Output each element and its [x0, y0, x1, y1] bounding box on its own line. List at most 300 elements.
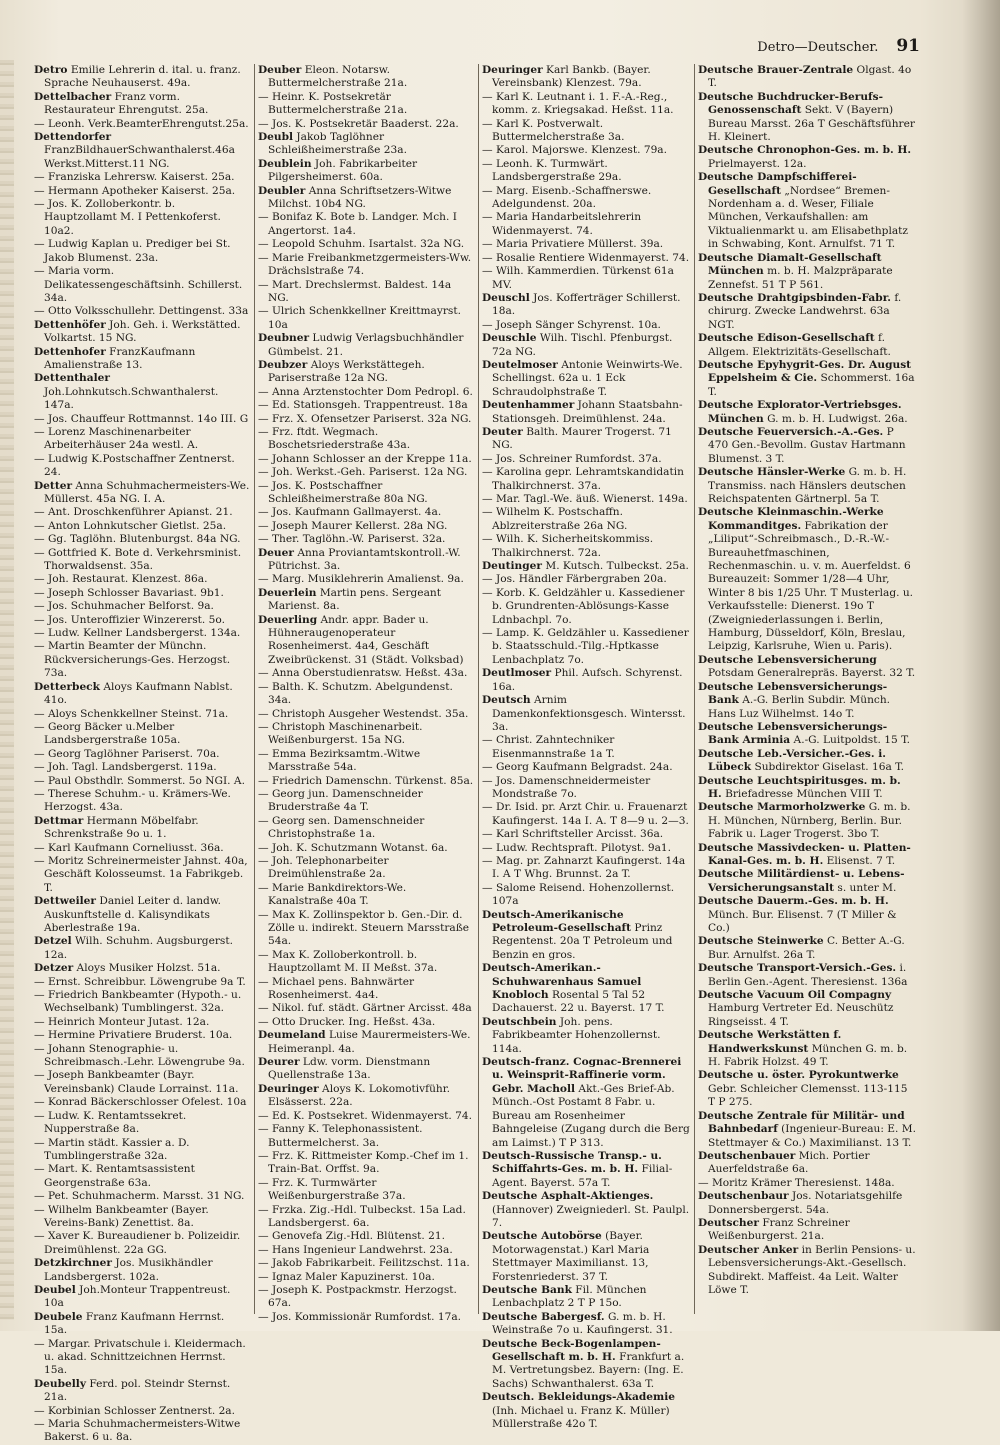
entry-text: — Michael pens. Bahnwärter Rosenheimerst. 4a4. — [258, 975, 415, 1002]
directory-entry — [34, 413, 250, 426]
directory-entry — [34, 453, 250, 480]
directory-entry — [482, 265, 690, 292]
entry-headword: Deutsche Steinwerke — [698, 935, 824, 948]
entry-text: A.-G. Luitpoldst. 15 T. — [790, 734, 910, 747]
entry-text: Gebr. Schleicher Clemensst. 113-115 T P 275. — [708, 1082, 908, 1109]
entry-text: — Martin städt. Kassier a. D. Tumblingerstraße 32a. — [34, 1136, 190, 1162]
entry-headword: Deuschl — [482, 291, 530, 304]
entry-text: Elisenst. 7 T. — [823, 854, 896, 867]
entry-text: — Leopold Schuhm. Isartalst. 32a NG. — [258, 238, 465, 251]
directory-entry — [34, 1016, 250, 1029]
entry-headword: Deutsche Dauerm.-Ges. m. b. H. — [698, 895, 889, 908]
directory-entry — [258, 1230, 474, 1243]
directory-entry — [698, 721, 916, 748]
entry-text: Aloys Musiker Holzst. 51a. — [73, 962, 221, 975]
directory-entry — [258, 1123, 474, 1150]
entry-text: — Jos. K. Postschaffner Schleißheimerstraße 80a NG. — [258, 479, 428, 505]
entry-text: — Ther. Taglöhn.-W. Pariserst. 32a. — [258, 533, 446, 546]
directory-entry — [34, 506, 250, 519]
entry-text: — Georg Taglöhner Pariserst. 70a. — [34, 747, 220, 760]
entry-headword: Deutscher Anker — [698, 1243, 799, 1256]
entry-text: C. Better A.-G. Bur. Arnulfst. 26a T. — [708, 935, 905, 961]
entry-text: G. m. b. H. München, Nürnberg, Berlin. Bur. Fabrik u. Lager Trogerst. 3bo T. — [708, 801, 911, 841]
directory-entry — [698, 935, 916, 962]
directory-entry — [34, 1029, 250, 1042]
directory-entry — [698, 1069, 916, 1109]
entry-text: „Nordsee“ Bremen-Nordenham a. d. Weser, Filiale München, Verkaufshallen: am Viktualienmarkt u. am Elisabethplatz in Schwabing, Kont. Arnulfst. 71 T. — [708, 184, 909, 251]
entry-text: Aloys Kaufmann Nablst. 41o. — [44, 680, 233, 707]
directory-entry — [258, 1244, 474, 1257]
directory-entry — [258, 64, 474, 91]
directory-entry — [34, 1096, 250, 1109]
entry-text: — Leonh. K. Turmwärt. Landsbergerstraße 29a. — [482, 157, 622, 184]
entry-headword: Deuber — [258, 64, 302, 76]
directory-entry — [34, 775, 250, 788]
directory-entry — [34, 1043, 250, 1070]
entry-text: — Joh. Werkst.-Geh. Pariserst. 12a NG. — [258, 466, 468, 479]
entry-text: — Moritz Schreinermeister Jahnst. 40a, Geschäft Kolosseumst. 1a Fabrikgeb. T. — [34, 854, 248, 894]
entry-text: — Karl Schriftsteller Arcisst. 36a. — [482, 828, 664, 841]
directory-entry — [258, 279, 474, 306]
entry-text: — Johann Stenographie- u. Schreibmasch.-Lehr. Löwengrube 9a. — [34, 1042, 245, 1069]
entry-headword: Deubzer — [258, 358, 308, 371]
entry-text: Jakob Taglöhner Schleißheimerstraße 23a. — [268, 131, 407, 157]
entry-headword: Deutsche Buchdrucker-Berufs-Genossenschaft — [698, 90, 883, 117]
entry-text: — Fanny K. Telephonassistent. Buttermelcherst. 3a. — [258, 1123, 423, 1149]
entry-text: Franz Kaufmann Herrnst. 15a. — [44, 1310, 225, 1337]
entry-headword: Deutsche Vacuum Oil Compagny — [698, 989, 892, 1002]
entry-headword: Deuerlein — [258, 586, 317, 599]
entry-text: FranzBildhauerSchwanthalerst.46a Werkst.Mitterst.11 NG. — [44, 144, 235, 170]
directory-entry — [482, 399, 690, 426]
directory-entry — [698, 91, 916, 145]
directory-entry — [698, 989, 916, 1029]
directory-entry — [34, 640, 250, 680]
entry-text: Subdirektor Giselast. 16a T. — [751, 761, 905, 774]
directory-entry — [482, 453, 690, 466]
entry-headword: Deutschbein — [482, 1015, 557, 1028]
entry-text: Arnim Damenkonfektionsgesch. Wintersst. 3a. — [492, 694, 686, 733]
entry-text: — Georg Kaufmann Belgradst. 24a. — [482, 761, 673, 774]
entry-text: i. Berlin Gen.-Agent. Theresienst. 136a — [708, 962, 908, 988]
entry-headword: Deutsche Dampfschifferei-Gesellschaft — [698, 171, 857, 197]
entry-text: — Rosalie Rentiere Widenmayerst. 74. — [482, 251, 690, 264]
entry-text: — Joseph Sänger Schyrenst. 10a. — [482, 318, 661, 331]
entry-text: — Jos. Damenschneidermeister Mondstraße 7o. — [482, 774, 651, 800]
entry-text: — Dr. Isid. pr. Arzt Chir. u. Frauenarzt Kaufingerst. 14a I. A. T 8—9 u. 2—3. — [482, 801, 689, 827]
directory-entry — [258, 587, 474, 614]
entry-text: — Lorenz Maschinenarbeiter Arbeiterhäuser 24a westl. A. — [34, 425, 199, 452]
directory-entry — [258, 480, 474, 507]
entry-text: — Hermann Apotheker Kaiserst. 25a. — [34, 184, 236, 197]
directory-entry — [258, 815, 474, 842]
directory-entry — [482, 144, 690, 157]
directory-entry — [34, 520, 250, 533]
directory-entry — [482, 91, 690, 118]
directory-entry — [698, 895, 916, 935]
entry-text: Sekt. V (Bayern) Bureau Marsst. 26a T Geschäftsführer H. Kleinert. — [708, 104, 915, 144]
entry-text: — Ludwig K.Postschaffner Zentnerst. 24. — [34, 452, 235, 479]
directory-entry — [698, 426, 916, 466]
directory-entry — [258, 533, 474, 546]
entry-headword: Deutsch — [482, 694, 531, 707]
entry-headword: Deutsche Bank — [482, 1283, 572, 1296]
entry-text: Joh.Lohnkutsch.Schwanthalerst. 147a. — [44, 385, 219, 412]
directory-entry — [482, 775, 690, 802]
entry-text: Luise Maurermeisters-We. Heimeranpl. 4a. — [268, 1029, 471, 1055]
entry-text: FranzKaufmann Amalienstraße 13. — [44, 345, 196, 371]
directory-entry — [258, 158, 474, 185]
entry-text: — Joh. Restaurat. Klenzest. 86a. — [34, 573, 208, 586]
entry-text: Hermann Möbelfabr. Schrenkstraße 9o u. 1. — [44, 814, 199, 841]
entry-headword: Deutsche Marmorholzwerke — [698, 801, 866, 814]
directory-entry — [258, 1284, 474, 1311]
directory-entry — [34, 627, 250, 640]
entry-headword: Dettmar — [34, 814, 84, 827]
directory-entry — [482, 426, 690, 453]
entry-text: — Anna Arztenstochter Dom Pedropl. 6. — [258, 385, 473, 398]
directory-entry — [34, 761, 250, 774]
entry-text: Frankfurt a. M. Vertretungsbez. Bayern: (Ing. E. Sachs) Schwanthalerst. 63a T. — [492, 1351, 685, 1390]
directory-entry — [698, 1110, 916, 1150]
entry-headword: Deutsche Hänsler-Werke — [698, 466, 846, 479]
entry-text: — Ant. Droschkenführer Apianst. 21. — [34, 506, 233, 519]
entry-headword: Deutsche Asphalt-Aktienges. — [482, 1190, 654, 1203]
directory-entry — [482, 118, 690, 145]
entry-text: — Xaver K. Bureaudiener b. Polizeidir. Dreimühlenst. 22a GG. — [34, 1230, 241, 1256]
entry-text: — Ed. Stationsgeh. Trappentreust. 18a — [258, 399, 468, 412]
entry-text: — Jos. Kaufmann Gallmayerst. 4a. — [258, 506, 442, 519]
entry-text: Ldw. vorm. Dienstmann Quellenstraße 13a. — [268, 1056, 431, 1082]
entry-text: — Jakob Fabrikarbeit. Feilitzschst. 11a. — [258, 1257, 470, 1270]
directory-entry — [482, 1190, 690, 1230]
entry-text: — Frz. X. Ofensetzer Pariserst. 32a NG. — [258, 412, 472, 425]
directory-entry — [258, 252, 474, 279]
entry-headword: Detter — [34, 479, 73, 492]
entry-text: M. Kutsch. Tulbeckst. 25a. — [541, 560, 689, 573]
directory-entry — [258, 1083, 474, 1110]
entry-headword: Deutsche Drahtgipsbinden-Fabr. — [698, 291, 891, 304]
entry-text: — Friedrich Damenschn. Türkenst. 85a. — [258, 774, 474, 787]
entry-text: — Salome Reisend. Hohenzollernst. 107a — [482, 881, 675, 908]
directory-entry — [258, 1150, 474, 1177]
entry-text: — Ignaz Maler Kapuzinerst. 10a. — [258, 1270, 435, 1283]
directory-entry — [258, 842, 474, 855]
entry-text: — Jos. K. Postsekretär Baaderst. 22a. — [258, 117, 459, 130]
entry-headword: Dettenthaler — [34, 372, 110, 385]
directory-entry — [258, 359, 474, 386]
directory-entry — [482, 667, 690, 694]
entry-headword: Deuschle — [482, 332, 537, 345]
directory-entry — [258, 748, 474, 775]
directory-entry — [34, 788, 250, 815]
directory-entry — [34, 1338, 250, 1378]
entry-headword: Dettelbacher — [34, 90, 112, 103]
entry-text: — Frz. K. Turmwärter Weißenburgerstraße 37a. — [258, 1176, 406, 1203]
directory-entry — [698, 842, 916, 869]
directory-entry — [698, 1217, 916, 1244]
directory-entry — [482, 493, 690, 506]
entry-text: Anna Schriftsetzers-Witwe Milchst. 10b4 NG. — [268, 184, 452, 211]
directory-entry — [258, 1271, 474, 1284]
entry-text: Ludwig Verlagsbuchhändler Gümbelst. 21. — [268, 332, 464, 358]
entry-text: — Karl K. Leutnant i. 1. F.-A.-Reg., komm. z. Kriegsakad. Heßst. 11a. — [482, 90, 674, 117]
entry-headword: Deubner — [258, 332, 310, 345]
entry-text: — Konrad Bäckerschlosser Ofelest. 10a — [34, 1096, 247, 1109]
entry-text: Balth. Maurer Trogerst. 71 NG. — [492, 425, 672, 452]
column-1 — [34, 64, 250, 1444]
entry-text: Franz Schreiner Weißenburgerst. 21a. — [708, 1216, 850, 1243]
directory-entry — [482, 1056, 690, 1150]
entry-text: Johann Staatsbahn-Stationsgeh. Dreimühlenst. 24a. — [492, 399, 683, 425]
directory-entry — [482, 828, 690, 841]
directory-entry — [34, 372, 250, 412]
entry-text: — Ernst. Schreibbur. Löwengrube 9a T. — [34, 975, 246, 988]
entry-headword: Deumeland — [258, 1029, 326, 1042]
directory-entry — [482, 842, 690, 855]
entry-text: Ferd. pol. Steindr Sternst. 21a. — [44, 1377, 231, 1404]
entry-text: — Johann Schlosser an der Kreppe 11a. — [258, 452, 472, 465]
entry-text: — Martin Beamter der Münchn. Rückversicherungs-Ges. Herzogst. 73a. — [34, 640, 231, 680]
entry-text: — Emma Bezirksamtm.-Witwe Marsstraße 54a. — [258, 747, 421, 774]
entry-text: — Therese Schuhm.- u. Krämers-We. Herzogst. 43a. — [34, 787, 231, 814]
directory-entry — [258, 453, 474, 466]
directory-entry — [34, 1137, 250, 1164]
entry-headword: Deutsche Edison-Gesellschaft — [698, 332, 875, 345]
entry-text: — Korbinian Schlosser Zentnerst. 2a. — [34, 1404, 235, 1417]
directory-entry — [34, 573, 250, 586]
entry-text: Prielmayerst. 12a. — [708, 157, 807, 170]
entry-text: Hamburg Vertreter Ed. Neuschütz Ringseisst. 4 T. — [708, 1002, 894, 1028]
column-rule — [694, 64, 695, 1314]
entry-headword: Deubler — [258, 184, 306, 197]
directory-entry — [258, 1056, 474, 1083]
entry-text: Eleon. Notarsw. Buttermelcherstraße 21a. — [268, 64, 408, 90]
entry-headword: Deutsche Chronophon-Ges. m. b. H. — [698, 144, 912, 157]
directory-entry — [34, 1163, 250, 1190]
directory-entry — [258, 855, 474, 882]
page-number: 91 — [896, 36, 920, 56]
entry-headword: Deutsche Beck-Bogenlampen-Gesellschaft m. b. H. — [482, 1337, 661, 1363]
directory-entry — [34, 895, 250, 935]
directory-entry — [258, 547, 474, 574]
directory-entry — [482, 332, 690, 359]
entry-text: — Wilh. Kammerdien. Türkenst 61a MV. — [482, 265, 674, 291]
entry-text: — Jos. Schuhmacher Belforst. 9a. — [34, 600, 214, 613]
entry-headword: Deutsche Epyhygrit-Ges. Dr. August Eppelsheim & Cie. — [698, 358, 912, 385]
directory-entry — [258, 466, 474, 479]
entry-text: Aloys K. Lokomotivführ. Elsässerst. 22a. — [268, 1082, 450, 1109]
entry-headword: Deutsche Autobörse — [482, 1230, 602, 1243]
entry-text: (Ingenieur-Bureau: E. M. Stettmayer & Co.) Maximilianst. 13 T. — [708, 1123, 916, 1149]
entry-text: — Christoph Maschinenarbeit. Weißenburgerst. 15a NG. — [258, 720, 423, 747]
entry-text: P 470 Gen.-Bevollm. Gustav Hartmann Blumenst. 3 T. — [708, 425, 906, 465]
directory-entry — [698, 962, 916, 989]
entry-headword: Dettenhöfer — [34, 318, 106, 331]
entry-text: — Marie Freibankmetzgermeisters-Ww. Drächslstraße 74. — [258, 251, 472, 278]
entry-text: Potsdam Generalrepräs. Bayerst. 32 T. — [708, 667, 916, 680]
entry-headword: Deuringer — [482, 64, 543, 76]
directory-entry — [698, 506, 916, 653]
entry-headword: Deutinger — [482, 560, 542, 573]
directory-entry — [482, 1391, 690, 1431]
entry-text: — Maria vorm. Delikatessengeschäftsinh. Schillerst. 34a. — [34, 265, 243, 304]
directory-entry — [34, 1405, 250, 1418]
entry-headword: Deutsch-Amerikan.-Schuhwarenhaus Samuel Knobloch — [482, 962, 642, 1002]
directory-entry — [34, 721, 250, 748]
entry-headword: Deutsche Werkstätten f. Handwerkskunst — [698, 1029, 842, 1055]
entry-headword: Deutschenbaur — [698, 1190, 789, 1203]
entry-text: Antonie Weinwirts-We. Schellingst. 62a u. 1 Eck Schraudolphstraße T. — [492, 358, 683, 398]
entry-text: — Korb. K. Geldzähler u. Kassediener b. Grundrenten-Ablösungs-Kasse Ldnbachpl. 7o. — [482, 586, 685, 626]
directory-entry — [258, 399, 474, 412]
entry-text: f. Allgem. Elektrizitäts-Gesellschaft. — [708, 332, 891, 358]
entry-text: Anna Schuhmachermeisters-We. Müllerst. 45a NG. I. A. — [44, 479, 250, 505]
entry-text: — Joh. Tagl. Landsbergerst. 119a. — [34, 761, 217, 774]
entry-text: — Aloys Schenkkellner Steinst. 71a. — [34, 707, 229, 720]
entry-text: Briefadresse München VIII T. — [721, 787, 883, 800]
directory-entry — [482, 761, 690, 774]
entry-headword: Deutschenbauer — [698, 1149, 796, 1162]
directory-entry — [698, 359, 916, 399]
directory-entry — [34, 1378, 250, 1405]
directory-entry — [482, 211, 690, 238]
entry-text: — Gg. Taglöhn. Blutenburgst. 84a NG. — [34, 533, 241, 546]
directory-entry — [34, 587, 250, 600]
directory-entry — [482, 158, 690, 185]
entry-text: — Ed. K. Postsekret. Widenmayerst. 74. — [258, 1109, 473, 1122]
entry-headword: Deublein — [258, 157, 312, 170]
entry-headword: Deutsche Kleinmaschin.-Werke Kommanditges. — [698, 506, 884, 532]
directory-entry — [34, 855, 250, 895]
entry-text: — Bonifaz K. Bote b. Landger. Mch. I Angertorst. 1a4. — [258, 211, 457, 237]
directory-entry — [482, 1338, 690, 1392]
entry-text: — Mart. K. Rentamtsassistent Georgenstraße 63a. — [34, 1163, 195, 1189]
directory-entry — [258, 1016, 474, 1029]
directory-entry — [482, 909, 690, 963]
directory-entry — [482, 252, 690, 265]
directory-entry — [258, 681, 474, 708]
entry-headword: Detzer — [34, 962, 74, 975]
entry-text: — Max K. Zollinspektor b. Gen.-Dir. d. Zölle u. indirekt. Steuern Marsstraße 54a. — [258, 908, 470, 948]
entry-text: Jos. Musikhändler Landsbergerst. 102a. — [44, 1257, 213, 1283]
entry-text: — Joseph K. Postpackmstr. Herzogst. 67a. — [258, 1283, 457, 1310]
directory-entry — [698, 654, 916, 681]
entry-text: f. chirurg. Zwecke Landwehrst. 63a NGT. — [708, 291, 902, 331]
directory-entry — [34, 962, 250, 975]
entry-text: Wilh. Schuhm. Augsburgerst. 12a. — [44, 935, 233, 961]
entry-text: A.-G. Berlin Subdir. Münch. Hans Luz Wilhelmst. 14o T. — [708, 694, 891, 720]
entry-headword: Deuringer — [258, 1082, 319, 1095]
entry-text: München G. m. b. H. Fabrik Holzst. 49 T. — [708, 1042, 908, 1069]
entry-text: Jos. Kofferträger Schillerst. 18a. — [492, 291, 681, 318]
directory-entry — [258, 386, 474, 399]
directory-entry — [482, 734, 690, 761]
entry-text: — Max K. Zolloberkontroll. b. Hauptzollamt M. II Meßst. 37a. — [258, 948, 438, 975]
directory-entry — [34, 1230, 250, 1257]
directory-entry — [258, 91, 474, 118]
directory-entry — [482, 1150, 690, 1190]
entry-text: — Nikol. fuf. städt. Gärtner Arcisst. 48a — [258, 1002, 472, 1015]
entry-text: — Jos. K. Zolloberkontr. b. Hauptzollamt M. I Pettenkoferst. 10a2. — [34, 198, 221, 237]
directory-entry — [258, 332, 474, 359]
entry-text: — Mart. Drechslermst. Baldest. 14a NG. — [258, 278, 452, 304]
directory-entry — [698, 1190, 916, 1217]
directory-entry — [258, 788, 474, 815]
entry-text: — Maria Schuhmachermeisters-Witwe Bakerst. 6 u. 8a. — [34, 1418, 241, 1444]
directory-entry — [258, 211, 474, 238]
entry-text: — Maria Handarbeitslehrerin Widenmayerst. 74. — [482, 211, 642, 237]
directory-entry — [482, 359, 690, 399]
entry-headword: Deubelly — [34, 1377, 86, 1390]
directory-entry — [258, 1002, 474, 1015]
entry-text: Joh.Monteur Trappentreust. 10a — [44, 1283, 231, 1310]
entry-headword: Deutsch. Bekleidungs-Akademie — [482, 1391, 675, 1404]
directory-entry — [482, 962, 690, 1016]
entry-text: — Moritz Krämer Theresienst. 148a. — [698, 1176, 895, 1189]
directory-entry — [34, 600, 250, 613]
entry-text: — Mar. Tagl.-We. äuß. Wienerst. 149a. — [482, 493, 688, 505]
directory-entry — [482, 882, 690, 909]
entry-text: m. b. H. Malzpräparate Zennefst. 51 T P 561. — [708, 265, 893, 291]
entry-text: — Anna Oberstudienratsw. Heßst. 43a. — [258, 667, 468, 680]
column-rule — [478, 64, 479, 1314]
directory-entry — [698, 332, 916, 359]
entry-headword: Deutsch-Amerikanische Petroleum-Gesellschaft — [482, 908, 632, 934]
directory-entry — [34, 1204, 250, 1231]
directory-entry — [258, 305, 474, 332]
entry-headword: Deutsche Militärdienst- u. Lebens-Versicherungsanstalt — [698, 868, 905, 894]
directory-entry — [258, 1257, 474, 1270]
entry-headword: Deutsche Zentrale für Militär- und Bahnbedarf — [698, 1109, 905, 1136]
entry-headword: Detterbeck — [34, 680, 100, 693]
entry-text: — Lamp. K. Geldzähler u. Kassediener b. Staatsschuld.-Tilg.-Hptkasse Lenbachplatz 7o. — [482, 627, 689, 666]
entry-text: — Frz. K. Rittmeister Komp.-Chef im 1. Train-Bat. Orffst. 9a. — [258, 1149, 469, 1176]
entry-text: — Friedrich Bankbeamter (Hypoth.- u. Wechselbank) Tumblingerst. 32a. — [34, 989, 242, 1015]
entry-headword: Deutsche Babergesf. — [482, 1310, 605, 1323]
directory-entry — [482, 466, 690, 493]
directory-entry — [34, 1069, 250, 1096]
directory-entry — [698, 171, 916, 251]
directory-entry — [258, 131, 474, 158]
directory-entry — [698, 292, 916, 332]
directory-entry — [482, 855, 690, 882]
entry-text: — Frz. ftdt. Wegmach. Boschetsriederstraße 43a. — [258, 425, 411, 452]
entry-text: Schommerst. 16a T. — [708, 372, 915, 398]
entry-headword: Deutsche Lebensversicherungs-Bank — [698, 680, 888, 707]
directory-entry — [34, 815, 250, 842]
entry-text: — Frzka. Zig.-Hdl. Tulbeckst. 15a Lad. Landsbergerst. 6a. — [258, 1203, 466, 1229]
directory-entry — [258, 882, 474, 909]
entry-headword: Deurer — [258, 1056, 300, 1069]
gutter-edge — [0, 60, 14, 1320]
entry-text: Fabrikation der „Liliput“-Schreibmasch., D.-R.-W.-Bureauhetfmaschinen, Rechenmaschin. u. v. m. Auerfeldst. 6 Bureauzeit: Sommer 1/28—4 Uhr, Winter 8 bis 1/25 Uhr. T Musterlag. u. Verkaufsstelle: Dienerst. 19o T (Zweigniederlassungen i. Berlin, Hamburg, Düsseldorf, Köln, Breslau, Leipzig, Karlsruhe, Wien u. Paris). — [708, 519, 914, 653]
directory-entry — [34, 1257, 250, 1284]
entry-text: Phil. Aufsch. Schyrenst. 16a. — [492, 667, 683, 693]
entry-headword: Deutsch-franz. Cognac-Brennerei u. Weinsprit-Raffinerie vorm. Gebr. Macholl — [482, 1056, 682, 1095]
directory-entry — [34, 305, 250, 318]
entry-text: Joh. Fabrikarbeiter Pilgersheimerst. 60a. — [268, 157, 418, 184]
entry-text: — Margar. Privatschule i. Kleidermach. u. akad. Schnittzeichnen Herrnst. 15a. — [34, 1337, 246, 1377]
entry-headword: Deutenhammer — [482, 399, 575, 412]
entry-text: — Jos. Chauffeur Rottmannst. 14o III. G — [34, 412, 249, 425]
entry-headword: Deutsche Leb.-Versicher.-Ges. i. Lübeck — [698, 747, 886, 774]
directory-entry — [34, 118, 250, 131]
column-3 — [482, 64, 690, 1431]
directory-entry — [34, 238, 250, 265]
entry-text: Prinz Regentenst. 20a T Petroleum und Benzin en gros. — [492, 922, 673, 961]
entry-text: — Mag. pr. Zahnarzt Kaufingerst. 14a I. A T Whg. Brunnst. 2a T. — [482, 854, 686, 881]
